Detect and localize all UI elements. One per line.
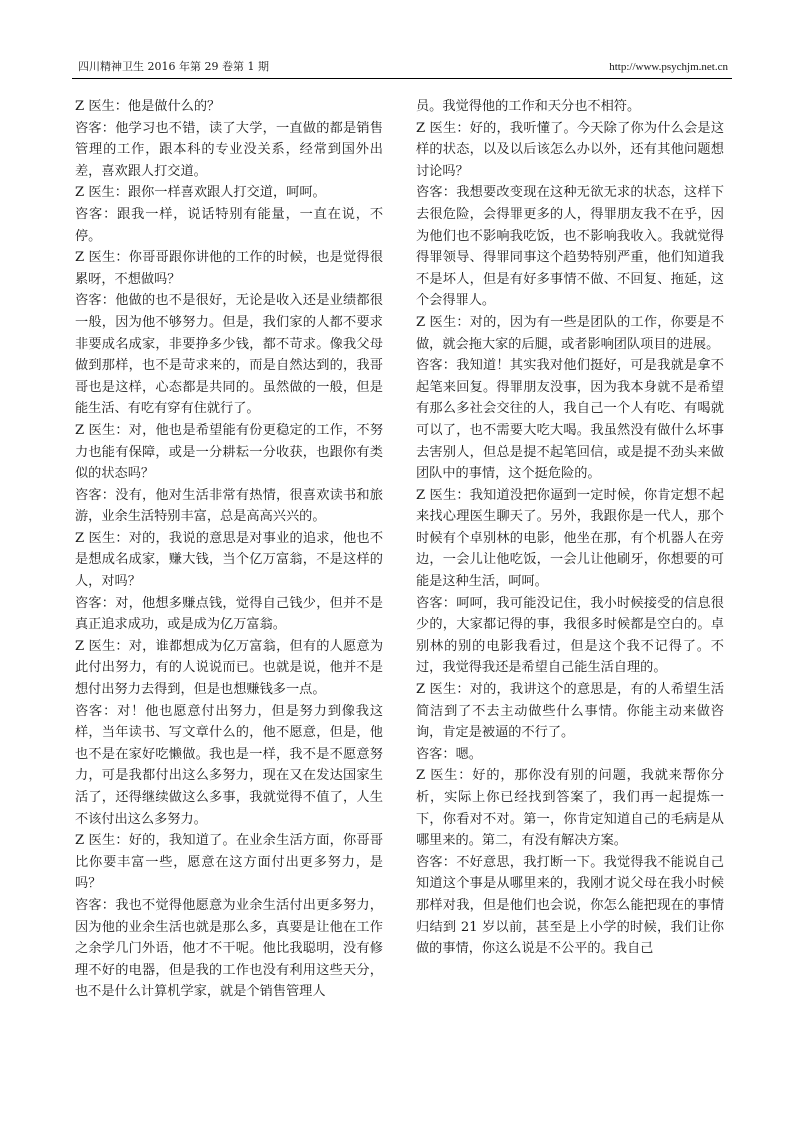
dialogue-text: 他做的也不是很好，无论是收入还是业绩都很一般，因为他不够努力。但是，我们家的人都不要求非要成名成家，非要挣多少钱，都不苛求。像我父母做到那样，也不是苛求来的，而是自然达到的，我哥哥也是这样，心态都是共同的。虽然做的一般，但是能生活、有吃有穿有住就行了。 [75, 293, 383, 417]
dialogue-paragraph [75, 247, 383, 290]
dialogue-paragraph [75, 528, 383, 593]
dialogue-paragraph [75, 895, 383, 1003]
dialogue-paragraph [75, 420, 383, 485]
speaker-label: Z 医生： [416, 768, 473, 784]
dialogue-text: 对的，因为有一些是团队的工作，你要是不做，就会拖大家的后腿，或者影响团队项目的进展。 [416, 314, 725, 352]
dialogue-paragraph [416, 852, 724, 960]
dialogue-text: 不好意思，我打断一下。我觉得我不能说自己知道这个事是从哪里来的，我刚才说父母在我小时候那样对我，但是他们也会说，你怎么能把现在的事情归结到 21 岁以前，甚至是上小学的时候，我们让你做的事情，你这么说是不公平的。我自己 [416, 854, 724, 957]
dialogue-text: 我也不觉得他愿意为业余生活付出更多努力，因为他的业余生活也就是那么多，真要是让他在工作之余学几门外语，他才不干呢。他比我聪明，没有修理不好的电器，但是我的工作也没有利用这些天分，也不是什么计算机学家，就是个销售管理人 [75, 897, 383, 1000]
dialogue-paragraph [75, 485, 383, 528]
dialogue-text: 对的，我讲这个的意思是，有的人希望生活简洁到了不去主动做些什么事情。你能主动来做咨询，肯定是被逼的不行了。 [416, 682, 725, 741]
dialogue-text: 我知道！其实我对他们挺好，可是我就是拿不起笔来回复。得罪朋友没事，因为我本身就不是希望有那么多社会交往的人，我自己一个人有吃、有喝就可以了，也不需要大吃大喝。我虽然没有做什么坏事去害别人，但总是提不起笔回信，或是提不劲头来做团队中的事情，这个挺危险的。 [416, 358, 724, 482]
speaker-label: 咨客： [75, 703, 118, 719]
dialogue-paragraph [75, 96, 383, 118]
speaker-label: Z 医生： [75, 185, 128, 201]
speaker-label: Z 医生： [75, 530, 129, 546]
dialogue-paragraph [75, 636, 383, 701]
speaker-label: Z 医生： [416, 314, 470, 330]
dialogue-text: 你哥哥跟你讲他的工作的时候，也是觉得很累呀，不想做吗？ [75, 250, 384, 287]
speaker-label: 咨客： [416, 746, 456, 762]
journal-url: http://www.psychjm.net.cn [609, 61, 728, 73]
dialogue-paragraph [416, 355, 724, 485]
speaker-label: 咨客： [416, 854, 457, 870]
speaker-label: 咨客： [75, 487, 116, 503]
dialogue-text: 对的，我说的意思是对事业的追求，他也不是想成名成家，赚大钱，当个亿万富翁，不是这样的人，对吗？ [75, 530, 384, 590]
dialogue-text: 对，他也是希望能有份更稳定的工作，不努力也能有保障，或是一分耕耘一分收获，也跟你有类似的状态吗？ [75, 422, 384, 482]
speaker-label: 咨客： [416, 185, 457, 201]
speaker-label: 咨客： [75, 595, 116, 611]
dialogue-paragraph [75, 701, 383, 831]
dialogue-text: 没有，他对生活非常有热情，很喜欢读书和旅游，业余生活特别丰富，总是高高兴兴的。 [75, 487, 383, 525]
dialogue-text: 他学习也不错，读了大学，一直做的都是销售管理的工作，跟本科的专业没关系，经常到国外出差，喜欢跟人打交道。 [75, 120, 383, 179]
dialogue-paragraph [416, 118, 724, 183]
speaker-label: 咨客： [416, 358, 457, 374]
dialogue-text: 对！他也愿意付出努力，但是努力到像我这样，当年读书、写文章什么的，他不愿意，但是，他也不是在家好吃懒做。我也是一样，我不是不愿意努力，可是我都付出这么多努力，现在又在发达国家生活了，还得继续做这么多事，我就觉得不值了，人生不该付出这么多努力。 [75, 703, 384, 827]
speaker-label: 咨客： [416, 595, 457, 611]
dialogue-text: 跟我一样，说话特别有能量，一直在说，不停。 [75, 206, 384, 244]
speaker-label: Z 医生： [75, 422, 129, 438]
dialogue-paragraph [416, 312, 724, 355]
header-rule [72, 78, 732, 79]
dialogue-paragraph [416, 182, 724, 312]
dialogue-text: 员。我觉得他的工作和天分也不相符。 [416, 99, 641, 114]
dialogue-text: 对，谁都想成为亿万富翁，但有的人愿意为此付出努力，有的人说说而已。也就是说，他并不是想付出努力去得到，但是也想赚钱多一点。 [75, 638, 384, 698]
running-header [78, 58, 728, 76]
right-column [416, 96, 724, 960]
dialogue-paragraph [416, 744, 724, 766]
speaker-label: 咨客： [75, 293, 116, 309]
speaker-label: Z 医生： [416, 487, 470, 503]
dialogue-text: 我想要改变现在这种无欲无求的状态，这样下去很危险，会得罪更多的人，得罪朋友我不在乎，因为他们也不影响我吃饭，也不影响我收入。我就觉得得罪领导、得罪同事这个趋势特别严重，他们知道我不是坏人，但是有好多事情不做、不回复、拖延，这个会得罪人。 [416, 185, 724, 309]
speaker-label: Z 医生： [75, 833, 129, 849]
speaker-label: 咨客： [75, 897, 116, 913]
dialogue-paragraph [416, 765, 724, 851]
dialogue-paragraph [75, 830, 383, 895]
left-column [75, 96, 383, 1003]
dialogue-paragraph [416, 485, 724, 593]
dialogue-text: 好的，我听懂了。今天除了你为什么会是这样的状态，以及以后该怎么办以外，还有其他问题想讨论吗？ [416, 120, 725, 179]
dialogue-paragraph [416, 679, 724, 744]
dialogue-paragraph [75, 593, 383, 636]
dialogue-paragraph [75, 290, 383, 420]
speaker-label: 咨客： [75, 120, 116, 136]
dialogue-text: 对，他想多赚点钱，觉得自己钱少，但并不是真正追求成功，或是成为亿万富翁。 [75, 595, 383, 633]
speaker-label: 咨客： [75, 206, 118, 222]
dialogue-paragraph [75, 118, 383, 183]
dialogue-text: 我知道没把你逼到一定时候，你肯定想不起来找心理医生聊天了。另外，我跟你是一代人，那个时候有个卓别林的电影，他坐在那，有个机器人在旁边，一会儿让他吃饭，一会儿让他刷牙，你想要的可能是这种生活，呵呵。 [416, 487, 725, 590]
dialogue-text: 他是做什么的？ [127, 99, 221, 114]
dialogue-paragraph [75, 182, 383, 204]
speaker-label: Z 医生： [416, 682, 470, 698]
dialogue-text: 嗯。 [455, 746, 482, 762]
dialogue-text: 好的，那你没有别的问题，我就来帮你分析，实际上你已经找到答案了，我们再一起提炼一下，你看对不对。第一，你肯定知道自己的毛病是从哪里来的。第二，有没有解决方案。 [416, 768, 725, 849]
speaker-label: Z 医生： [75, 638, 129, 654]
dialogue-text: 跟你一样喜欢跟人打交道，呵呵。 [127, 185, 326, 201]
dialogue-paragraph [416, 96, 724, 118]
speaker-label: Z 医生： [416, 120, 470, 136]
speaker-label: Z 医生： [75, 99, 128, 114]
dialogue-paragraph [75, 204, 383, 247]
journal-issue: 四川精神卫生 2016 年第 29 卷第 1 期 [78, 60, 269, 73]
dialogue-text: 好的，我知道了。在业余生活方面，你哥哥比你要丰富一些，愿意在这方面付出更多努力，是吗？ [75, 833, 384, 892]
dialogue-paragraph [416, 593, 724, 679]
speaker-label: Z 医生： [75, 250, 129, 266]
dialogue-text: 呵呵，我可能没记住，我小时候接受的信息很少的，大家都记得的事，我很多时候都是空白的。卓别林的别的电影我看过，但是这个我不记得了。不过，我觉得我还是希望自己能生活自理的。 [416, 595, 724, 676]
